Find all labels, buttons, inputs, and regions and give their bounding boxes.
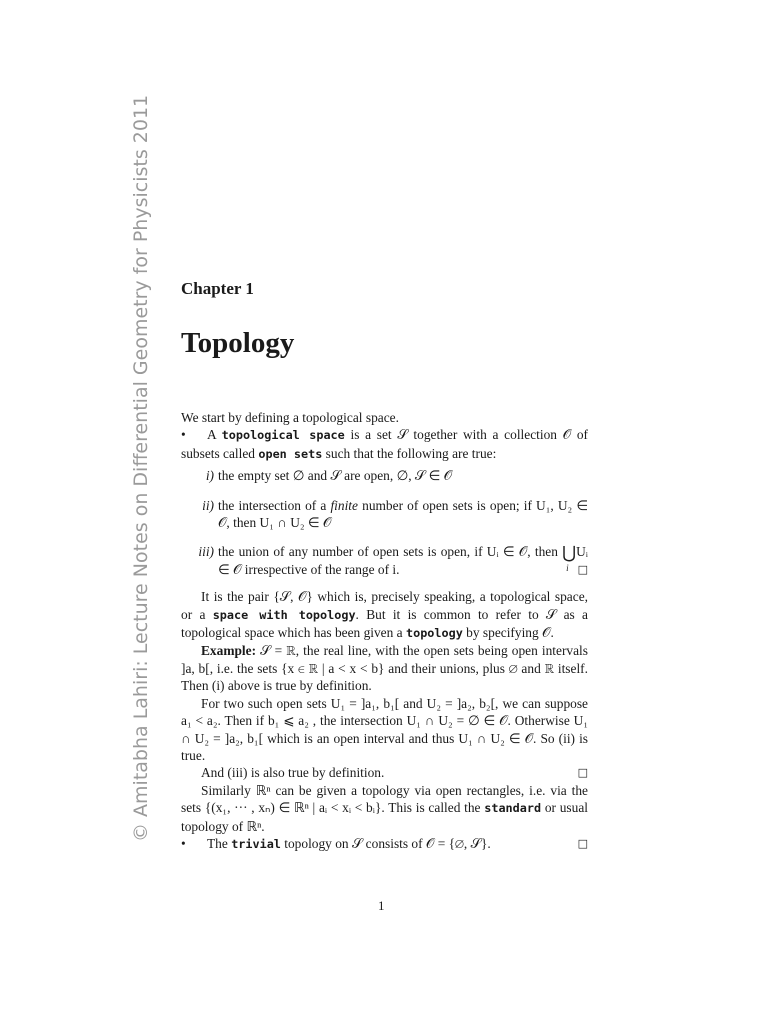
axiom-item (181, 497, 588, 532)
and-iii-paragraph (181, 764, 588, 781)
axiom-text-part: number of open sets is open; if U₁, U₂ ∈ 𝒪, then U₁ ∩ U₂ ∈ 𝒪 (218, 497, 588, 531)
axiom-number: ii) (202, 497, 214, 513)
rn-paragraph (181, 782, 588, 835)
term-topology: topology (405, 626, 463, 641)
definition-lead: A (207, 427, 216, 443)
term-space-with-topology: space with topology (212, 607, 356, 622)
bullet: • (181, 835, 186, 851)
copyright-watermark: © Amitabha Lahiri: Lecture Notes on Differential Geometry for Physicists 2011 (130, 94, 152, 842)
page-number: 1 (378, 898, 385, 913)
example-text: 𝒮 = ℝ, the real line, with the open sets being open intervals ]a, b[, i.e. the sets {x ∈ ℝ | a < x < b} and their unions, plus ∅ and ℝ itself. Then (i) above is true by definition. (181, 643, 588, 694)
axiom-text-part: the union of any number of open sets is open, if Uᵢ ∈ 𝒪, then (218, 544, 558, 560)
example-label: Example: (201, 643, 257, 659)
definition-paragraph (181, 426, 588, 463)
definition-text-1: is a set 𝒮 together with a collection 𝒪 of subsets called (181, 427, 588, 461)
pair-text: by specifying 𝒪. (466, 625, 554, 641)
trivial-paragraph (181, 835, 588, 853)
trivial-lead: The (207, 835, 228, 851)
rn-text: Similarly ℝⁿ can be given a topology via open rectangles, i.e. via the sets {(x₁, ··· , xₙ) ∈ ℝⁿ | aᵢ < xᵢ < bᵢ}. This is called the (181, 782, 588, 816)
axiom-italic-word: finite (330, 497, 358, 513)
qed-symbol: □ (577, 562, 588, 576)
axiom-text: the empty set ∅ and 𝒮 are open, ∅, 𝒮 ∈ 𝒪 (218, 468, 453, 484)
pair-paragraph (181, 588, 588, 642)
example-paragraph (181, 642, 588, 694)
body-text (181, 409, 588, 853)
pair-text: . But it is common to refer to 𝒮 as a topological space which has been given a (181, 606, 588, 641)
term-open-sets: open sets (258, 446, 323, 461)
big-union-symbol (562, 543, 577, 574)
axiom-number: i) (205, 468, 214, 484)
axiom-text-part: the intersection of a (218, 497, 327, 513)
definition-text-2: such that the following are true: (325, 445, 497, 461)
rn-text: or usual topology of ℝⁿ. (181, 800, 588, 834)
term-trivial: trivial (231, 836, 281, 851)
axiom-number: iii) (198, 544, 214, 560)
axiom-text (218, 497, 588, 532)
qed-symbol: □ (577, 766, 588, 780)
qed-symbol: □ (577, 836, 588, 850)
axiom-item (181, 543, 588, 578)
two-sets-paragraph: For two such open sets U₁ = ]a₁, b₁[ and U₂ = ]a₂, b₂[, we can suppose a₁ < a₂. Then if b₁ ⩽ a₂ , the intersection U₁ ∩ U₂ = ∅ ∈ 𝒪. Otherwise U₁ ∩ U₂ = ]a₂, b₁[ which is an open interval and thus U₁ ∩ U₂ ∈ 𝒪. So (ii) is true. (181, 695, 588, 763)
chapter-title: Topology (181, 327, 295, 359)
bullet: • (181, 427, 186, 443)
intro-paragraph: We start by defining a topological space. (181, 410, 399, 425)
axiom-list (181, 467, 588, 578)
axiom-text-part: Uᵢ ∈ 𝒪 irrespective of the range of i. (218, 544, 588, 577)
axiom-item (181, 467, 588, 484)
trivial-text: topology on 𝒮 consists of 𝒪 = {∅, 𝒮}. (284, 835, 491, 851)
term-standard: standard (484, 801, 542, 816)
term-topological-space: topological space (221, 428, 345, 443)
union-subscript: i (566, 563, 569, 574)
union-glyph: ⋃ (562, 543, 577, 563)
chapter-label: Chapter 1 (181, 279, 254, 298)
and-iii-text: And (iii) is also true by definition. (201, 765, 385, 781)
pair-text: It is the pair {𝒮, 𝒪} which is, precisely speaking, a topological space, or a (181, 589, 588, 622)
axiom-text (218, 543, 588, 578)
